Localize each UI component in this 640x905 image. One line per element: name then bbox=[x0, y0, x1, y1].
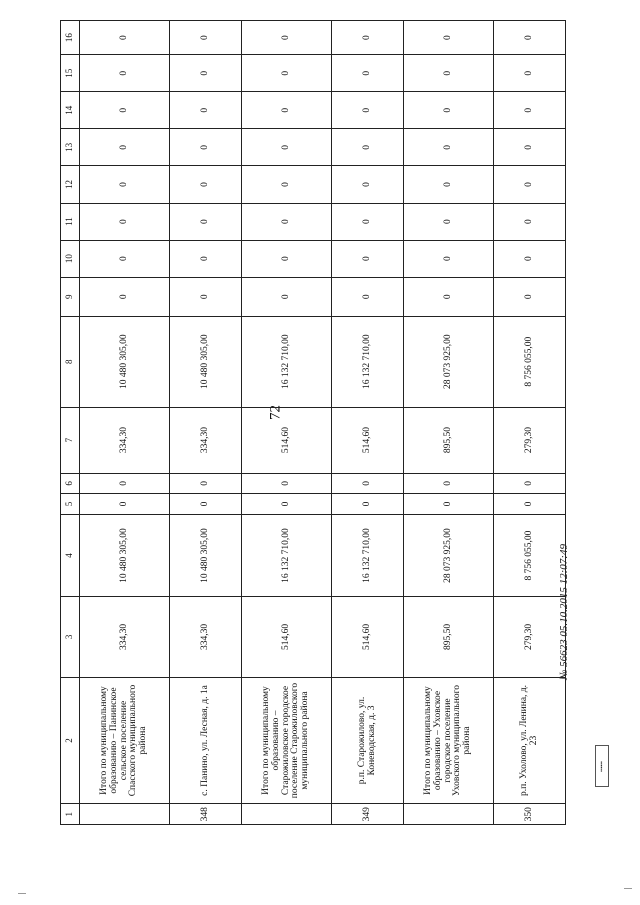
table-cell: 0 bbox=[404, 494, 494, 515]
registration-serial: № 56623 05.10.2015 12:07:49 bbox=[558, 544, 570, 680]
table-cell: 0 bbox=[332, 92, 404, 129]
page-number: 72 bbox=[267, 405, 284, 420]
table-cell: 0 bbox=[80, 203, 170, 240]
row-number: 348 bbox=[170, 804, 242, 825]
table-cell: 334,30 bbox=[80, 407, 170, 473]
column-number: 10 bbox=[61, 240, 80, 277]
table-cell: 0 bbox=[494, 473, 566, 494]
table-cell: 10 480 305,00 bbox=[80, 514, 170, 596]
table-cell: 10 480 305,00 bbox=[170, 514, 242, 596]
column-number: 2 bbox=[61, 677, 80, 804]
table-cell: 0 bbox=[242, 240, 332, 277]
table-cell: 10 480 305,00 bbox=[80, 316, 170, 407]
table-cell: 0 bbox=[332, 277, 404, 316]
table-cell: 895,50 bbox=[404, 407, 494, 473]
budget-table bbox=[60, 20, 566, 825]
column-number: 3 bbox=[61, 597, 80, 677]
table-cell: 514,60 bbox=[332, 597, 404, 677]
table-cell: 28 073 925,00 bbox=[404, 514, 494, 596]
table-cell: 0 bbox=[494, 129, 566, 166]
table-cell: 0 bbox=[404, 473, 494, 494]
table-cell: 0 bbox=[404, 166, 494, 203]
object-name: Итого по муниципальному образованию – Уховское городское поселение Уховского муниципального района bbox=[404, 677, 494, 804]
table-cell: 0 bbox=[170, 92, 242, 129]
object-name: р.п. Ухолово, ул. Ленина, д. 23 bbox=[494, 677, 566, 804]
table-cell: 0 bbox=[332, 203, 404, 240]
column-number: 8 bbox=[61, 316, 80, 407]
table-cell: 514,60 bbox=[242, 597, 332, 677]
table-row bbox=[170, 21, 242, 825]
rotated-table-container bbox=[60, 20, 565, 825]
table-cell: 0 bbox=[494, 92, 566, 129]
table-cell: 16 132 710,00 bbox=[242, 316, 332, 407]
row-number bbox=[80, 804, 170, 825]
table-cell: 0 bbox=[170, 129, 242, 166]
table-cell: 895,50 bbox=[404, 597, 494, 677]
table-cell: 0 bbox=[332, 473, 404, 494]
row-number bbox=[404, 804, 494, 825]
table-cell: 0 bbox=[170, 473, 242, 494]
column-number: 6 bbox=[61, 473, 80, 494]
table-cell: 0 bbox=[404, 277, 494, 316]
column-number: 5 bbox=[61, 494, 80, 515]
table-cell: 334,30 bbox=[170, 407, 242, 473]
table-row bbox=[242, 21, 332, 825]
row-number bbox=[242, 804, 332, 825]
table-body bbox=[80, 21, 566, 825]
column-number: 12 bbox=[61, 166, 80, 203]
table-cell: 0 bbox=[170, 240, 242, 277]
table-cell: 0 bbox=[404, 203, 494, 240]
table-cell: 28 073 925,00 bbox=[404, 316, 494, 407]
table-cell: 0 bbox=[494, 203, 566, 240]
table-cell: 0 bbox=[332, 166, 404, 203]
table-cell: 0 bbox=[80, 240, 170, 277]
table-cell: 0 bbox=[242, 129, 332, 166]
table-cell: 0 bbox=[494, 21, 566, 55]
table-cell: 0 bbox=[332, 55, 404, 92]
table-cell: 0 bbox=[404, 129, 494, 166]
table-cell: 16 132 710,00 bbox=[332, 316, 404, 407]
table-cell: 16 132 710,00 bbox=[242, 514, 332, 596]
table-cell: 0 bbox=[242, 92, 332, 129]
table-cell: 10 480 305,00 bbox=[170, 316, 242, 407]
column-number: 15 bbox=[61, 55, 80, 92]
table-cell: 0 bbox=[242, 203, 332, 240]
table-cell: 514,60 bbox=[332, 407, 404, 473]
table-cell: 0 bbox=[242, 21, 332, 55]
table-cell: 0 bbox=[404, 92, 494, 129]
table-row bbox=[404, 21, 494, 825]
column-number: 9 bbox=[61, 277, 80, 316]
column-number: 7 bbox=[61, 407, 80, 473]
table-row bbox=[332, 21, 404, 825]
object-name: Итого по муниципальному образованию – Панинское сельское поселение Спасского муниципального района bbox=[80, 677, 170, 804]
table-cell: 0 bbox=[80, 277, 170, 316]
scan-artifact bbox=[624, 888, 632, 889]
table-cell: 0 bbox=[170, 277, 242, 316]
table-cell: 0 bbox=[170, 203, 242, 240]
table-cell: 0 bbox=[242, 166, 332, 203]
table-cell: 0 bbox=[242, 55, 332, 92]
table-cell: 0 bbox=[170, 55, 242, 92]
table-cell: 0 bbox=[404, 240, 494, 277]
table-cell: 0 bbox=[80, 166, 170, 203]
table-cell: 0 bbox=[80, 55, 170, 92]
table-cell: 0 bbox=[404, 55, 494, 92]
table-row bbox=[494, 21, 566, 825]
object-name: с. Панино, ул. Лесная, д. 1а bbox=[170, 677, 242, 804]
row-number: 350 bbox=[494, 804, 566, 825]
table-cell: 16 132 710,00 bbox=[332, 514, 404, 596]
table-row bbox=[80, 21, 170, 825]
column-number: 4 bbox=[61, 514, 80, 596]
table-cell: 279,30 bbox=[494, 597, 566, 677]
table-cell: 0 bbox=[332, 240, 404, 277]
table-cell: 0 bbox=[80, 21, 170, 55]
column-number: 16 bbox=[61, 21, 80, 55]
table-cell: 0 bbox=[494, 240, 566, 277]
table-cell: 0 bbox=[332, 21, 404, 55]
table-cell: 334,30 bbox=[80, 597, 170, 677]
table-cell: 0 bbox=[80, 92, 170, 129]
table-cell: 0 bbox=[494, 494, 566, 515]
column-number: 11 bbox=[61, 203, 80, 240]
table-cell: 0 bbox=[170, 21, 242, 55]
object-name: Итого по муниципальному образованию – Старожиловское городское поселение Старожиловского муниципального района bbox=[242, 677, 332, 804]
table-cell: 0 bbox=[80, 494, 170, 515]
table-cell: 8 756 055,00 bbox=[494, 514, 566, 596]
table-cell: 0 bbox=[404, 21, 494, 55]
scan-artifact bbox=[18, 893, 26, 894]
column-number: 14 bbox=[61, 92, 80, 129]
object-name: р.п. Старожилово, ул. Коневодская, д. 3 bbox=[332, 677, 404, 804]
table-cell: 0 bbox=[170, 166, 242, 203]
table-cell: 0 bbox=[242, 473, 332, 494]
column-number-row bbox=[61, 21, 80, 825]
table-cell: 8 756 055,00 bbox=[494, 316, 566, 407]
row-number: 349 bbox=[332, 804, 404, 825]
table-cell: 334,30 bbox=[170, 597, 242, 677]
column-number: 13 bbox=[61, 129, 80, 166]
table-cell: 279,30 bbox=[494, 407, 566, 473]
table-cell: 0 bbox=[242, 277, 332, 316]
table-cell: 514,60 bbox=[242, 407, 332, 473]
table-cell: 0 bbox=[170, 494, 242, 515]
table-cell: 0 bbox=[494, 166, 566, 203]
table-cell: 0 bbox=[80, 473, 170, 494]
table-cell: 0 bbox=[332, 494, 404, 515]
table-cell: 0 bbox=[332, 129, 404, 166]
table-cell: 0 bbox=[494, 55, 566, 92]
table-cell: 0 bbox=[242, 494, 332, 515]
table-cell: 0 bbox=[80, 129, 170, 166]
column-number: 1 bbox=[61, 804, 80, 825]
notary-stamp-icon: ▪▪▪▪▪▪ bbox=[595, 745, 609, 787]
table-cell: 0 bbox=[494, 277, 566, 316]
